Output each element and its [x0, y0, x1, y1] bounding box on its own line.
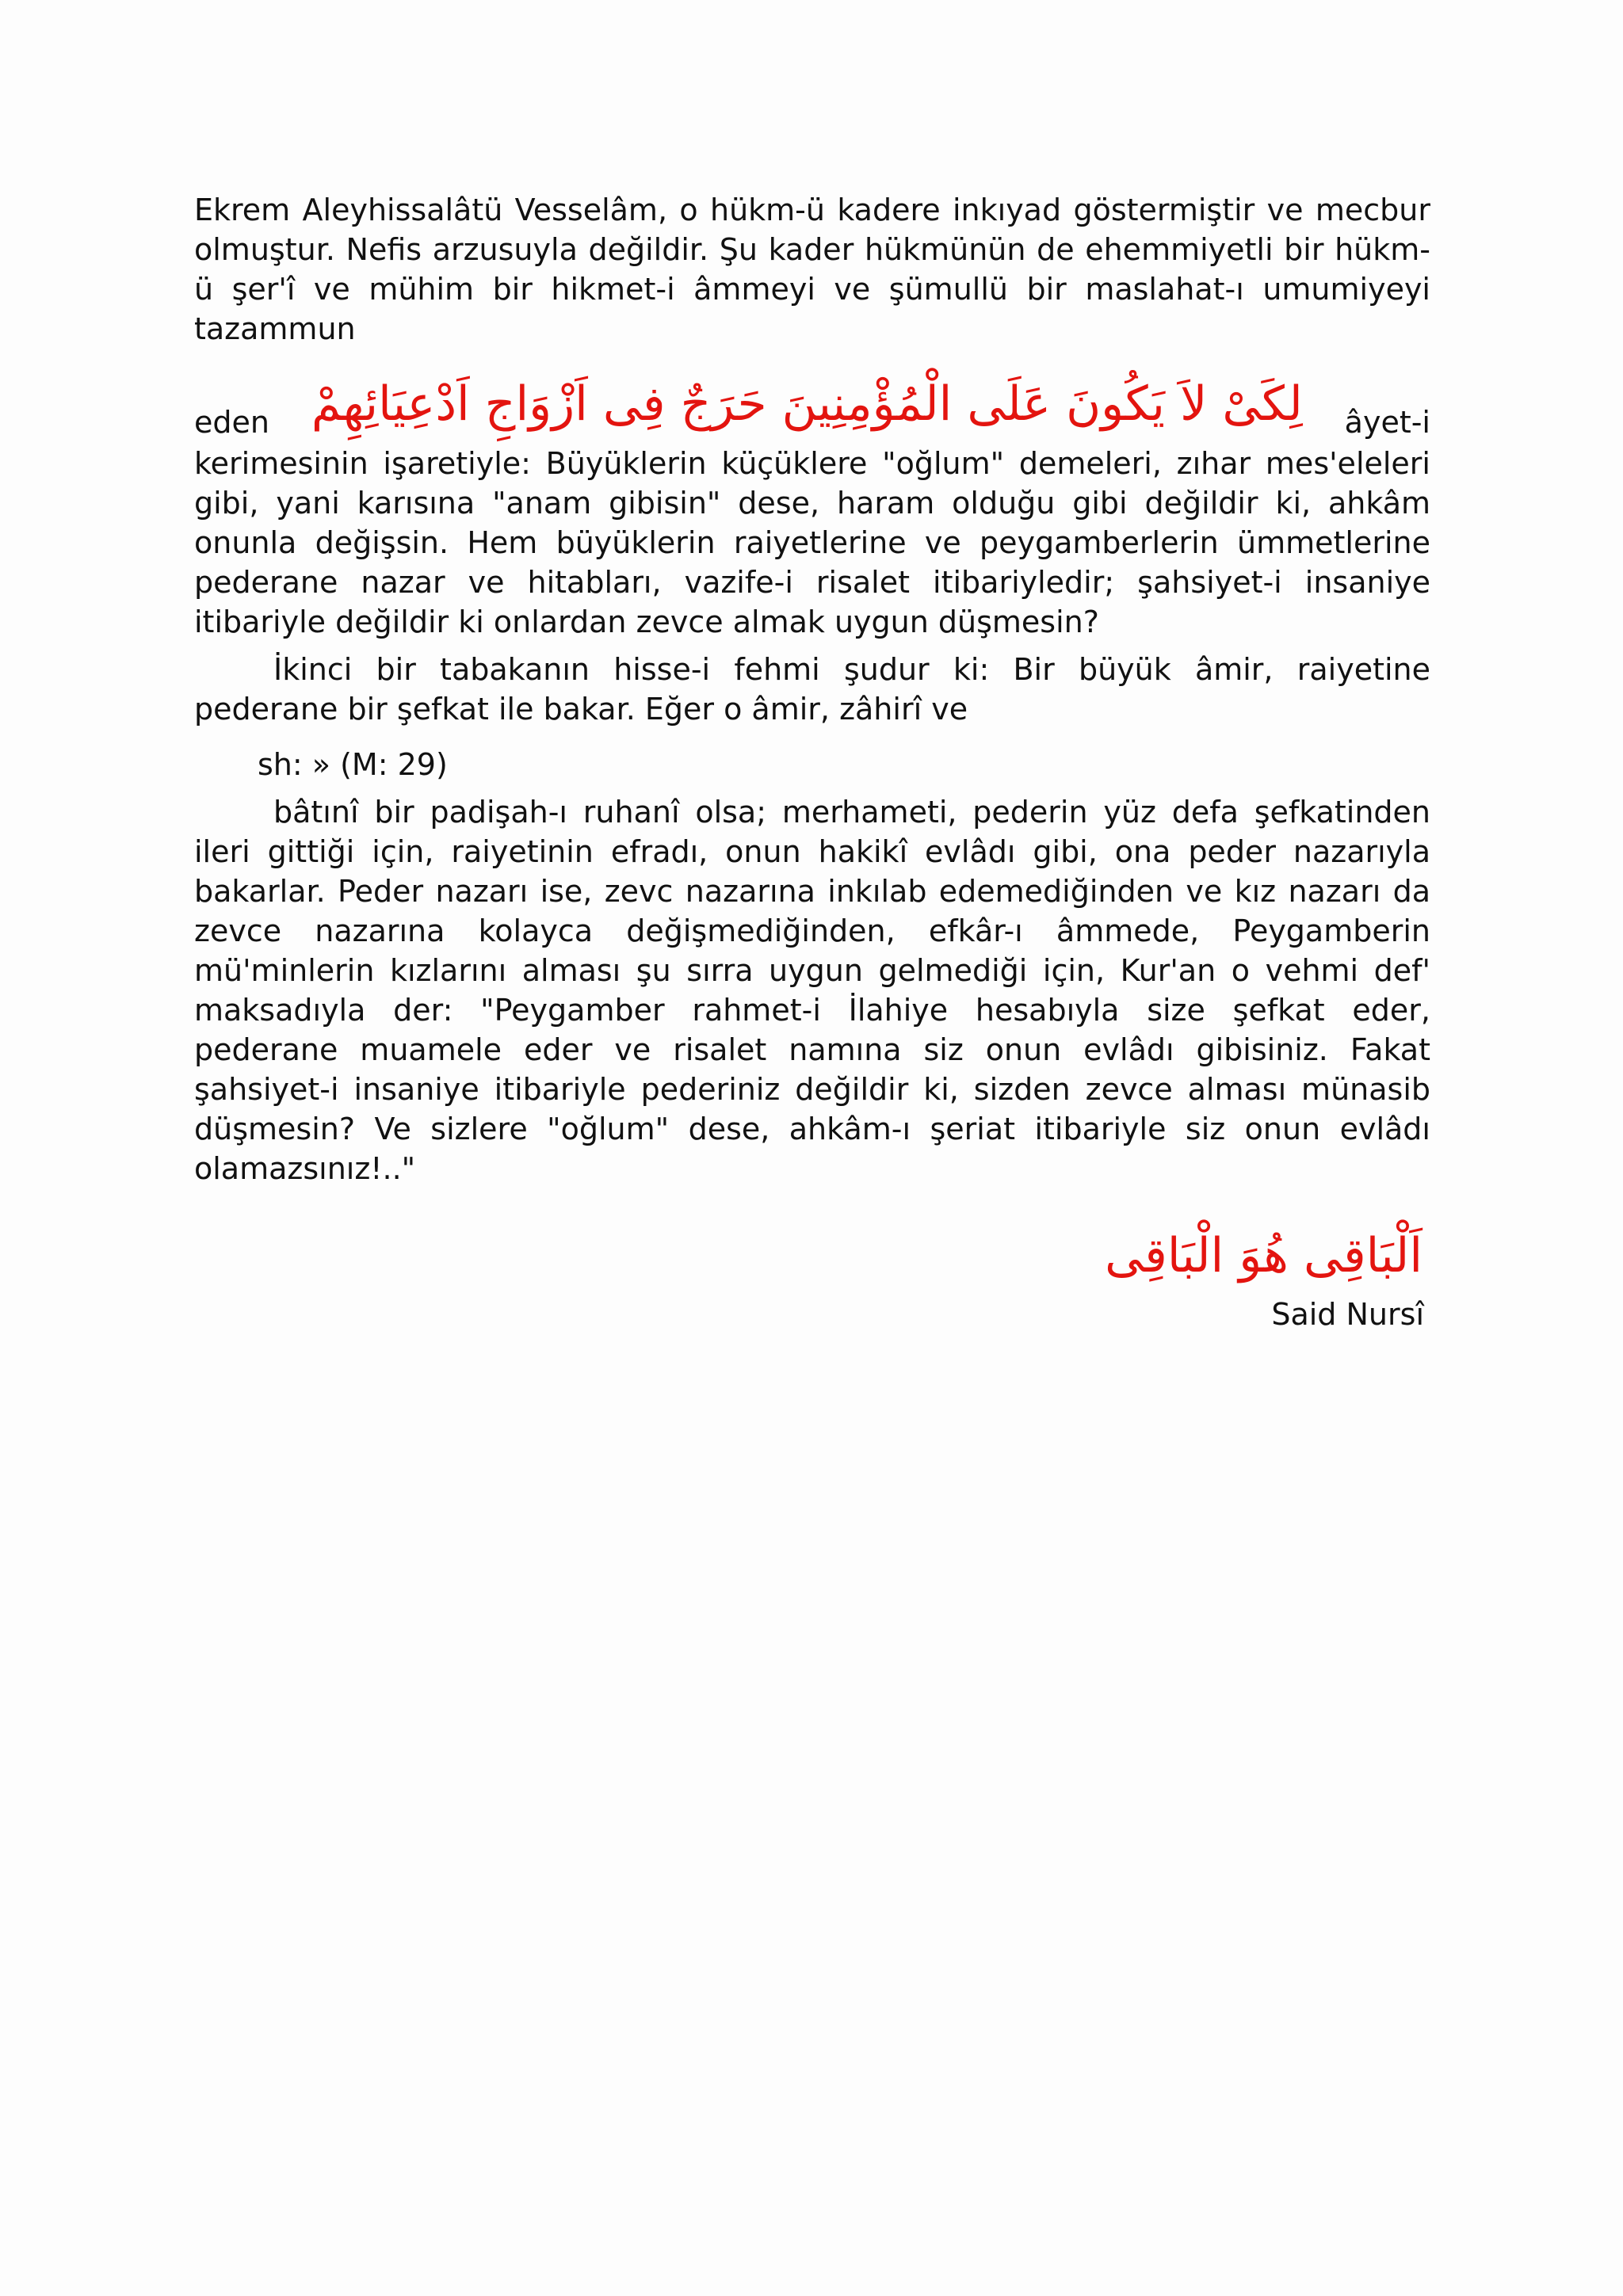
paragraph-1: Ekrem Aleyhissalâtü Vesselâm, o hükm-ü kadere inkıyad göstermiştir ve mecbur olmuştur. Nefis arzusuyla değildir. Şu kader hükmünün de ehemmiyetli bir hükm-ü şer'î ve mühim bir hikmet-i âmmeyi ve şümullü bir maslahat-ı umumiyeyi tazammun [194, 193, 1430, 346]
arabic-verse-line [194, 357, 1430, 444]
paragraph-3: İkinci bir tabakanın hisse-i fehmi şudur ki: Bir büyük âmir, raiyetine pederane bir şefkat ile bakar. Eğer o âmir, zâhirî ve [194, 652, 1430, 727]
page-reference: sh: » (M: 29) [258, 747, 448, 782]
verse-lead-word: eden [194, 405, 269, 440]
closing-arabic-phrase: اَلْبَاقِى هُوَ الْبَاقِى [1105, 1228, 1423, 1283]
arabic-verse: لِكَىْ لاَ يَكُونَ عَلَى الْمُؤْمِنِينَ حَرَجٌ فِى اَزْوَاجِ اَدْعِيَائِهِمْ [311, 376, 1303, 432]
document-page [194, 190, 1430, 1334]
author-signature: Said Nursî [1271, 1297, 1424, 1332]
paragraph-4: bâtınî bir padişah-ı ruhanî olsa; merhameti, pederin yüz defa şefkatinden ileri gittiği için, raiyetinin efradı, onun hakikî evlâdı gibi, ona peder nazarıyla bakarlar. Peder nazarı ise, zevc nazarına inkılab edemediğinden ve kız nazarı da zevce nazarına kolayca değişmediğinden, efkâr-ı âmmede, Peygamberin mü'minlerin kızlarını alması şu sırra uygun gelmediği için, Kur'an o vehmi def' maksadıyla der: "Peygamber rahmet-i İlahiye hesabıyla size şefkat eder, pederane muamele eder ve risalet namına siz onun evlâdı gibisiniz. Fakat şahsiyet-i insaniye itibariyle pederiniz değildir ki, sizden zevce alması münasib düşmesin? Ve sizlere "oğlum" dese, ahkâm-ı şeriat itibariyle siz onun evlâdı olamazsınız!.." [194, 795, 1430, 1186]
verse-tail-word: âyet-i [1344, 405, 1430, 440]
paragraph-2: kerimesinin işaretiyle: Büyüklerin küçüklere "oğlum" demeleri, zıhar mes'eleleri gibi, yani karısına "anam gibisin" dese, haram olduğu gibi değildir ki, ahkâm onunla değişsin. Hem büyüklerin raiyetlerine ve peygamberlerin ümmetlerine pederane nazar ve hitabları, vazife-i risalet itibariyledir; şahsiyet-i insaniye itibariyle değildir ki onlardan zevce almak uygun düşmesin? [194, 446, 1430, 639]
